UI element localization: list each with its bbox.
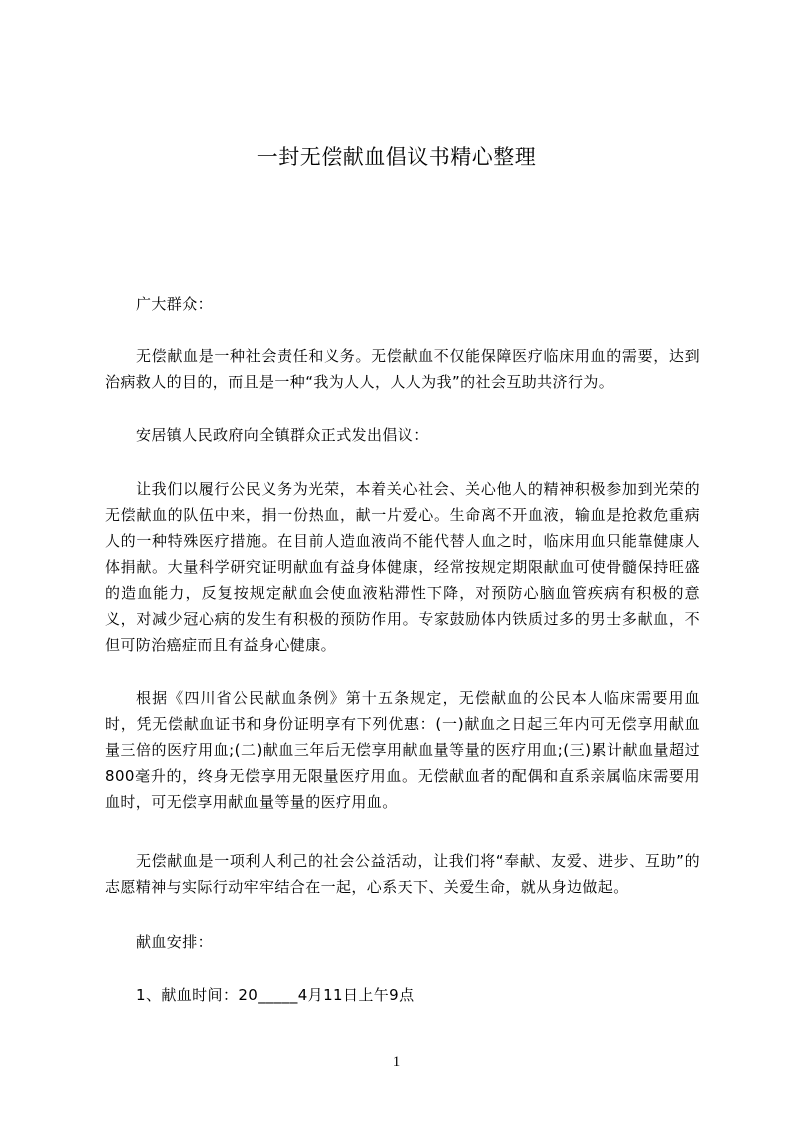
paragraph-text: 安居镇人民政府向全镇群众正式发出倡议：: [136, 426, 429, 444]
paragraph-text: 献血安排：: [136, 933, 214, 951]
paragraph-6: [105, 929, 700, 955]
paragraph-text: 无偿献血是一项利人利己的社会公益活动，让我们将“奉献、友爱、进步、互助”的志愿精神与实际行动牢牢结合在一起，心系天下、关爱生命，就从身边做起。: [105, 852, 700, 896]
paragraph-2: [105, 422, 700, 448]
paragraph-text: 根据《四川省公民献血条例》第十五条规定，无偿献血的公民本人临床需要用血时，凭无偿献血证书和身份证明享有下列优惠：(一)献血之日起三年内可无偿享用献血量三倍的医疗用血;(二)献血三年后无偿享用献血量等量的医疗用血;(三)累计献血量超过800毫升的，终身无偿享用无限量医疗用血。无偿献血者的配偶和直系亲属临床需要用血时，可无偿享用献血量等量的医疗用血。: [105, 689, 700, 811]
paragraph-1: [105, 343, 700, 395]
paragraph-4: [105, 685, 700, 815]
document-title: 一封无偿献血倡议书精心整理: [256, 145, 537, 169]
paragraph-text: 让我们以履行公民义务为光荣，本着关心社会、关心他人的精神积极参加到光荣的无偿献血的队伍中来，捐一份热血，献一片爱心。生命离不开血液，输血是抢救危重病人的一种特殊医疗措施。在目前人造血液尚不能代替人血之时，临床用血只能靠健康人体捐献。大量科学研究证明献血有益身体健康，经常按规定期限献血可使骨髓保持旺盛的造血能力，反复按规定献血会使血液粘滞性下降，对预防心脑血管疾病有积极的意义，对减少冠心病的发生有积极的预防作用。专家鼓励体内铁质过多的男士多献血，不但可防治癌症而且有益身心健康。: [105, 480, 700, 654]
paragraph-text: 1、献血时间：20_____4月11日上午9点: [136, 986, 415, 1004]
paragraph-3: [105, 476, 700, 658]
page-number: 1: [392, 1054, 401, 1070]
salutation-text: 广大群众：: [136, 295, 214, 313]
salutation: [105, 291, 700, 317]
paragraph-5: [105, 848, 700, 900]
paragraph-7: [105, 982, 700, 1008]
paragraph-text: 无偿献血是一种社会责任和义务。无偿献血不仅能保障医疗临床用血的需要，达到治病救人的目的，而且是一种“我为人人，人人为我”的社会互助共济行为。: [105, 347, 700, 391]
